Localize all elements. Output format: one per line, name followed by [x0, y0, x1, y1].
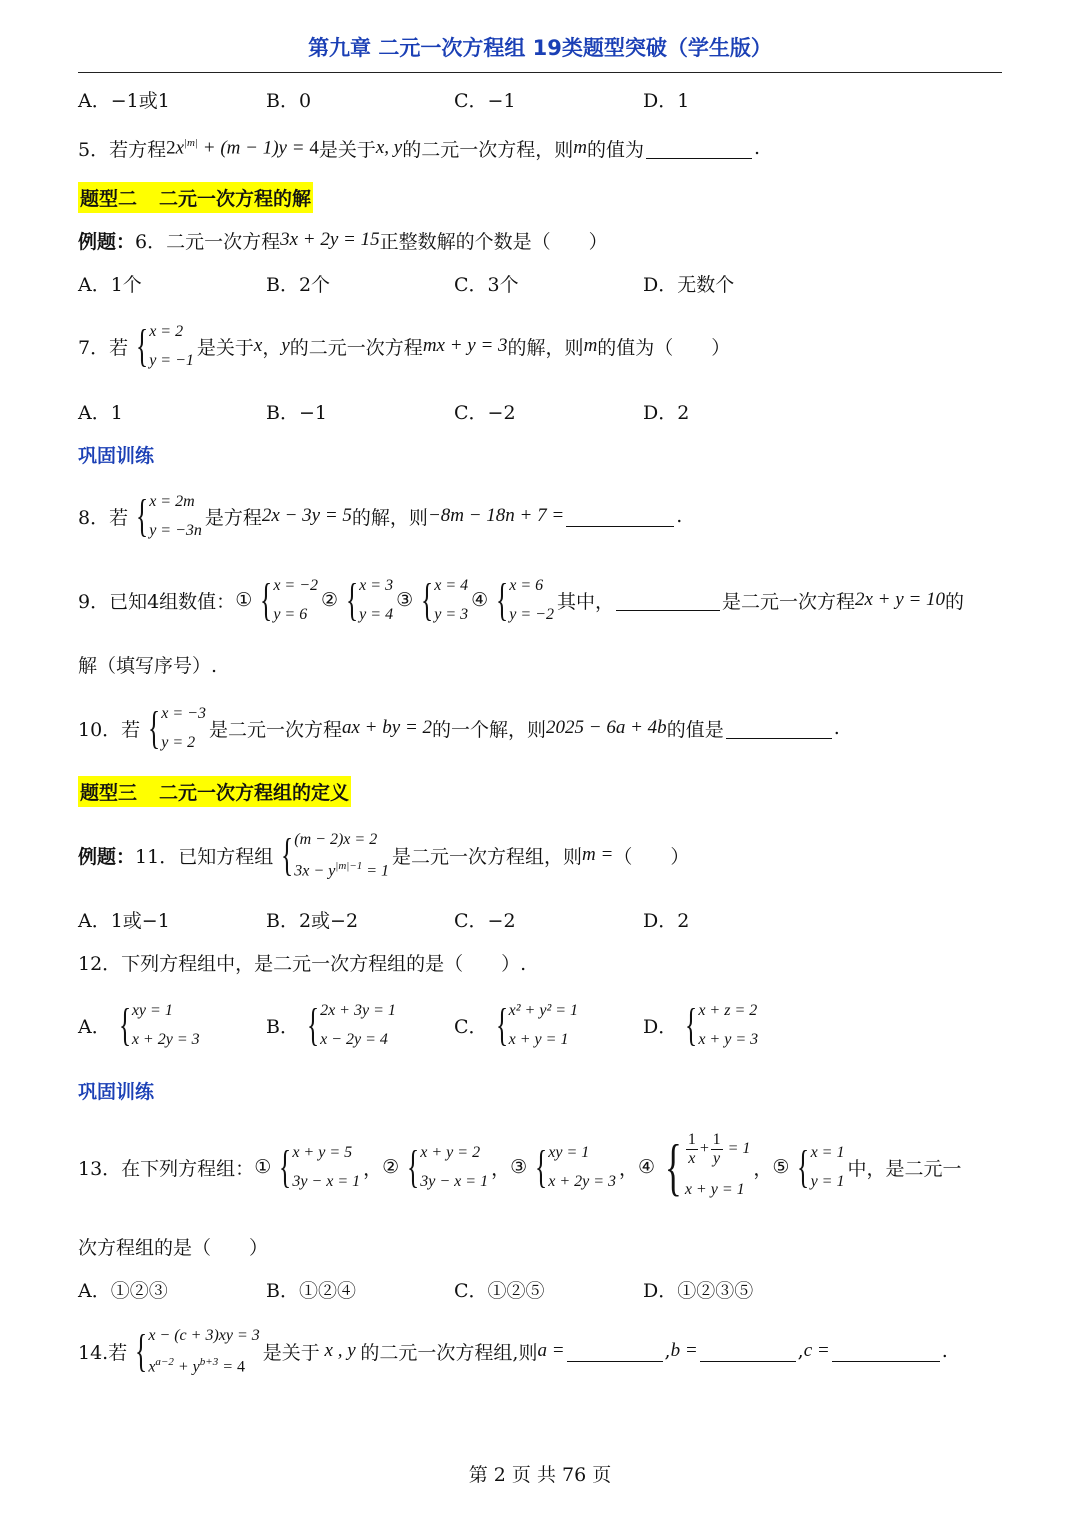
q13-options	[78, 1276, 1002, 1302]
option-a: A．−1或1	[78, 89, 170, 112]
option-d: D．无数个	[643, 273, 735, 296]
q5-mid2: 的二元一次方程，则	[402, 138, 574, 161]
eq-line: x = 2	[149, 323, 184, 340]
section-tag	[78, 182, 313, 213]
example-label: 例题：	[78, 230, 136, 253]
question-8	[78, 486, 1002, 546]
q14-b: b =	[670, 1340, 698, 1361]
equation-system	[658, 1127, 750, 1207]
eq-line: x = −2	[273, 577, 319, 594]
section-title: 二元一次方程组的定义	[159, 781, 350, 804]
eq-line: x + y = 5	[292, 1144, 353, 1161]
eq-part: = 1	[362, 862, 390, 880]
q8-prefix: 8．若	[78, 506, 129, 529]
brace-icon: {	[665, 1131, 682, 1202]
option-a: A．1个	[78, 273, 142, 296]
eq-line: y = 1	[810, 1173, 845, 1190]
question-9	[78, 570, 1002, 630]
q8-mid: 是方程	[204, 506, 262, 529]
equation-system	[402, 1138, 488, 1196]
q7-options	[78, 398, 1002, 424]
option-a: A．1或−1	[78, 909, 170, 932]
q9-line2-text: 解（填写序号）.	[78, 654, 218, 677]
q4-options	[78, 86, 1002, 112]
option-a	[78, 996, 203, 1054]
eq-line: x² + y² = 1	[508, 1002, 579, 1019]
q13-mid: 中，是二元一	[847, 1157, 962, 1180]
training-heading	[78, 1076, 1002, 1104]
option-d: D．1	[643, 89, 690, 112]
question-6	[78, 226, 1002, 254]
q9-line2	[78, 650, 1002, 678]
question-12	[78, 948, 1002, 976]
brace-icon: {	[281, 828, 294, 880]
q10-prefix: 10．若	[78, 718, 141, 741]
brace-icon: {	[496, 574, 509, 625]
equation-system	[680, 996, 758, 1054]
q9-suffix: 的	[945, 590, 965, 613]
eq-line: x + 2y = 3	[548, 1173, 617, 1190]
equation-system	[114, 996, 200, 1054]
eq-line: $\frac{1}{x}$ + $\frac{1}{y}$ = 1	[687, 1131, 751, 1167]
eq-line: x = 4	[434, 577, 469, 594]
eq-line: 2x + 3y = 1	[320, 1002, 396, 1019]
q8-expression: −8m − 18n + 7 =	[427, 505, 565, 526]
eq-line: x + y = 1	[508, 1031, 569, 1048]
option-a: A．①②③	[78, 1279, 168, 1302]
q7-comma: ，	[262, 336, 282, 359]
circled-number: ②	[382, 1156, 400, 1178]
q10-mid2: 的一个解，则	[432, 718, 547, 741]
answer-blank-a[interactable]	[567, 1341, 663, 1362]
equation-system	[143, 699, 206, 757]
section-3-heading	[78, 776, 1002, 806]
brace-icon: {	[306, 999, 320, 1050]
equation-system	[491, 571, 554, 629]
equation-system	[792, 1138, 844, 1196]
option-b: B．2或−2	[266, 909, 359, 932]
option-c	[454, 996, 581, 1054]
question-5	[78, 134, 1002, 162]
eq-line: (m − 2)x = 2	[294, 830, 378, 848]
q9-mid: 其中，	[556, 590, 614, 613]
brace-icon: {	[346, 574, 359, 625]
question-7	[78, 316, 1002, 376]
training-label: 巩固训练	[78, 1080, 155, 1103]
q14-end: .	[941, 1340, 948, 1362]
circled-number: ④	[638, 1156, 656, 1178]
q7-suffix: 的值为（ ）	[597, 336, 731, 359]
brace-icon: {	[421, 574, 434, 625]
page-header	[78, 30, 1002, 73]
brace-icon: {	[797, 1141, 810, 1192]
eq-line: x = 1	[810, 1144, 845, 1161]
section-number: 题型三	[80, 781, 138, 804]
option-b: B．0	[266, 89, 312, 112]
q10-equation: ax + by = 2	[342, 717, 433, 738]
eq-line	[294, 853, 389, 884]
q8-mid2: 的解，则	[351, 506, 428, 529]
training-label: 巩固训练	[78, 444, 155, 467]
eq-line: y = −2	[509, 606, 554, 623]
q7-m: m	[583, 335, 598, 356]
brace-icon: {	[535, 1141, 548, 1192]
q5-mid: 是关于	[318, 138, 376, 161]
q9-prefix: 9．已知4组数值：	[78, 590, 236, 613]
eq-line: x + y = 1	[684, 1181, 745, 1198]
equation-system	[341, 571, 393, 629]
eq-line: x − (c + 3)xy = 3	[148, 1326, 260, 1344]
equation-system	[491, 996, 578, 1054]
q7-y: y	[281, 335, 290, 356]
q13-prefix: 13．在下列方程组：	[78, 1157, 255, 1180]
option-d: D．2	[643, 401, 690, 424]
circled-number: ①	[254, 1156, 272, 1178]
answer-blank[interactable]	[726, 718, 832, 739]
eq-line: 3y − x = 1	[292, 1173, 361, 1190]
example-label: 例题：	[78, 845, 136, 868]
equation-system	[131, 317, 194, 375]
q12-text: 12．下列方程组中，是二元一次方程组的是（ ）.	[78, 952, 527, 975]
option-b: B．−1	[266, 401, 327, 424]
eq-line: y = 6	[273, 606, 308, 623]
q7-prefix: 7．若	[78, 336, 129, 359]
eq-line: $x^{a-2} + y^{b+3} = 4$	[148, 1355, 245, 1376]
brace-icon: {	[118, 999, 131, 1050]
equation-system	[530, 1138, 616, 1196]
page-title: 第九章 二元一次方程组 19类题型突破（学生版）	[308, 36, 772, 60]
option-c: C．−2	[454, 401, 516, 424]
option-b: B．2个	[266, 273, 331, 296]
option-c: C．−2	[454, 909, 516, 932]
q6-prefix: 6．二元一次方程	[135, 230, 281, 253]
answer-blank[interactable]	[566, 506, 674, 527]
eq-line: y = 4	[359, 606, 394, 623]
eq-line: x + y = 3	[698, 1031, 759, 1048]
answer-blank-c[interactable]	[832, 1341, 940, 1362]
eq-line: x − 2y = 4	[320, 1031, 388, 1048]
eq-line: x = 6	[509, 577, 544, 594]
eq-line: 3y − x = 1	[420, 1173, 489, 1190]
equation-system	[302, 996, 396, 1054]
q9-mid2: 是二元一次方程	[721, 590, 855, 613]
option-b: B．①②④	[266, 1279, 356, 1302]
option-label: B．	[266, 1015, 299, 1038]
option-c: C．①②⑤	[454, 1279, 545, 1302]
brace-icon: {	[495, 999, 508, 1050]
option-c: C．3个	[454, 273, 519, 296]
eq-part: = 1	[723, 1140, 751, 1158]
q14-a: a =	[537, 1340, 565, 1361]
eq-line: y = −3n	[149, 522, 202, 539]
q7-equation: mx + y = 3	[422, 335, 508, 356]
answer-blank-b[interactable]	[700, 1341, 796, 1362]
brace-icon: {	[685, 999, 698, 1050]
q10-expression: 2025 − 6a + 4b	[546, 717, 667, 738]
q7-mid2: 的二元一次方程	[289, 336, 423, 359]
q9-equation: 2x + y = 10	[855, 589, 946, 610]
q11-suffix: （ ）	[613, 845, 690, 868]
q14-prefix: 14.若	[78, 1341, 128, 1364]
q13-line2-text: 次方程组的是（ ）	[78, 1236, 269, 1259]
q12-options	[78, 994, 1002, 1056]
eq-line: xy = 1	[548, 1144, 590, 1161]
option-d: D．①②③⑤	[643, 1279, 754, 1302]
equation-system	[130, 1322, 260, 1380]
question-14: 14.若 { x − (c + 3)xy = 3 $x^{a-2} + y^{b+3} = 4$ 是关于 x , y 的二元一次方程组,则 a = , b = , c = .	[78, 1320, 1002, 1382]
answer-blank[interactable]	[646, 138, 752, 159]
circled-number: ⑤	[772, 1156, 790, 1178]
q11-expression: m =	[582, 844, 614, 865]
brace-icon: {	[135, 1324, 148, 1376]
q5-m: m	[573, 137, 587, 158]
training-heading	[78, 440, 1002, 468]
section-title: 二元一次方程的解	[159, 187, 312, 210]
q13-line2	[78, 1232, 1002, 1260]
q5-end: .	[753, 137, 761, 159]
q11-options	[78, 906, 1002, 932]
q5-suffix: 的值为	[586, 138, 644, 161]
brace-icon: {	[260, 574, 273, 625]
brace-icon: {	[136, 320, 149, 371]
eq-line: x = 3	[359, 577, 394, 594]
question-10	[78, 698, 1002, 758]
eq-line: y = −1	[149, 352, 194, 369]
eq-line: x + z = 2	[698, 1002, 758, 1019]
q14-vars: x , y	[319, 1340, 361, 1361]
q8-equation: 2x − 3y = 5	[261, 505, 352, 526]
option-d	[643, 996, 761, 1054]
brace-icon: {	[136, 490, 149, 541]
eq-line: y = 2	[161, 734, 196, 751]
q6-equation: 3x + 2y = 15	[280, 229, 380, 250]
equation-system	[416, 571, 468, 629]
q10-suffix: 的值是	[666, 718, 724, 741]
circled-number: ④	[471, 589, 489, 611]
eq-line: x + 2y = 3	[131, 1031, 200, 1048]
eq-line: y = 3	[434, 606, 469, 623]
circled-number: ③	[510, 1156, 528, 1178]
q10-end: .	[833, 717, 840, 739]
circled-number: ③	[396, 589, 414, 611]
option-label: C．	[454, 1015, 488, 1038]
equation-system	[131, 487, 202, 545]
q8-end: .	[676, 505, 683, 527]
q7-mid3: 的解，则	[507, 336, 584, 359]
question-13: 13．在下列方程组： ① { x + y = 5 3y − x = 1 ， ② { x + y = 2 3y − x = 1 ， ③ { xy = 1 x + 2y = 3 ， ④ { $\frac{1}{x}$ + $\frac{1}{y}$ = 1 x + y = 1 ， ⑤ { x = 1 y = 1 中，是二元一	[78, 1124, 1002, 1210]
q11-mid: 是二元一次方程组，则	[392, 845, 583, 868]
q11-prefix: 11．已知方程组	[135, 845, 274, 868]
question-11	[78, 824, 1002, 886]
option-c: C．−1	[454, 89, 516, 112]
brace-icon: {	[407, 1141, 420, 1192]
q7-mid: 是关于	[196, 336, 254, 359]
section-2-heading	[78, 182, 1002, 212]
option-a: A．1	[78, 401, 123, 424]
option-b	[266, 996, 399, 1054]
q14-c: c =	[803, 1340, 830, 1361]
q10-mid: 是二元一次方程	[208, 718, 342, 741]
circled-number: ①	[235, 589, 253, 611]
circled-number: ②	[321, 589, 339, 611]
q14-mid2: 的二元一次方程组,则	[360, 1341, 538, 1364]
q5-vars: x, y	[375, 137, 403, 158]
q5-prefix: 5．若方程	[78, 138, 167, 161]
q6-options	[78, 270, 1002, 296]
q5-equation: $2x^{|m|} + (m - 1)y = 4$	[166, 136, 319, 159]
equation-system	[274, 1138, 360, 1196]
q6-suffix: 正整数解的个数是（ ）	[379, 230, 608, 253]
page-footer: 第 2 页 共 76 页	[468, 1464, 612, 1486]
eq-line: x = 2m	[149, 493, 195, 510]
option-label: A．	[78, 1015, 111, 1038]
equation-system	[276, 826, 389, 884]
section-tag	[78, 776, 351, 807]
q7-x: x	[253, 335, 263, 356]
option-d: D．2	[643, 909, 690, 932]
brace-icon: {	[148, 702, 161, 753]
brace-icon: {	[279, 1141, 292, 1192]
eq-line: x + y = 2	[420, 1144, 481, 1161]
exponent: |m|−1	[335, 859, 363, 872]
eq-line: xy = 1	[131, 1002, 173, 1019]
answer-blank[interactable]	[616, 590, 720, 611]
section-number: 题型二	[80, 187, 138, 210]
eq-part: 3x − y	[294, 862, 336, 880]
equation-system	[255, 571, 318, 629]
eq-line: x = −3	[161, 705, 206, 722]
option-label: D．	[643, 1015, 678, 1038]
q14-mid: 是关于	[262, 1341, 320, 1364]
